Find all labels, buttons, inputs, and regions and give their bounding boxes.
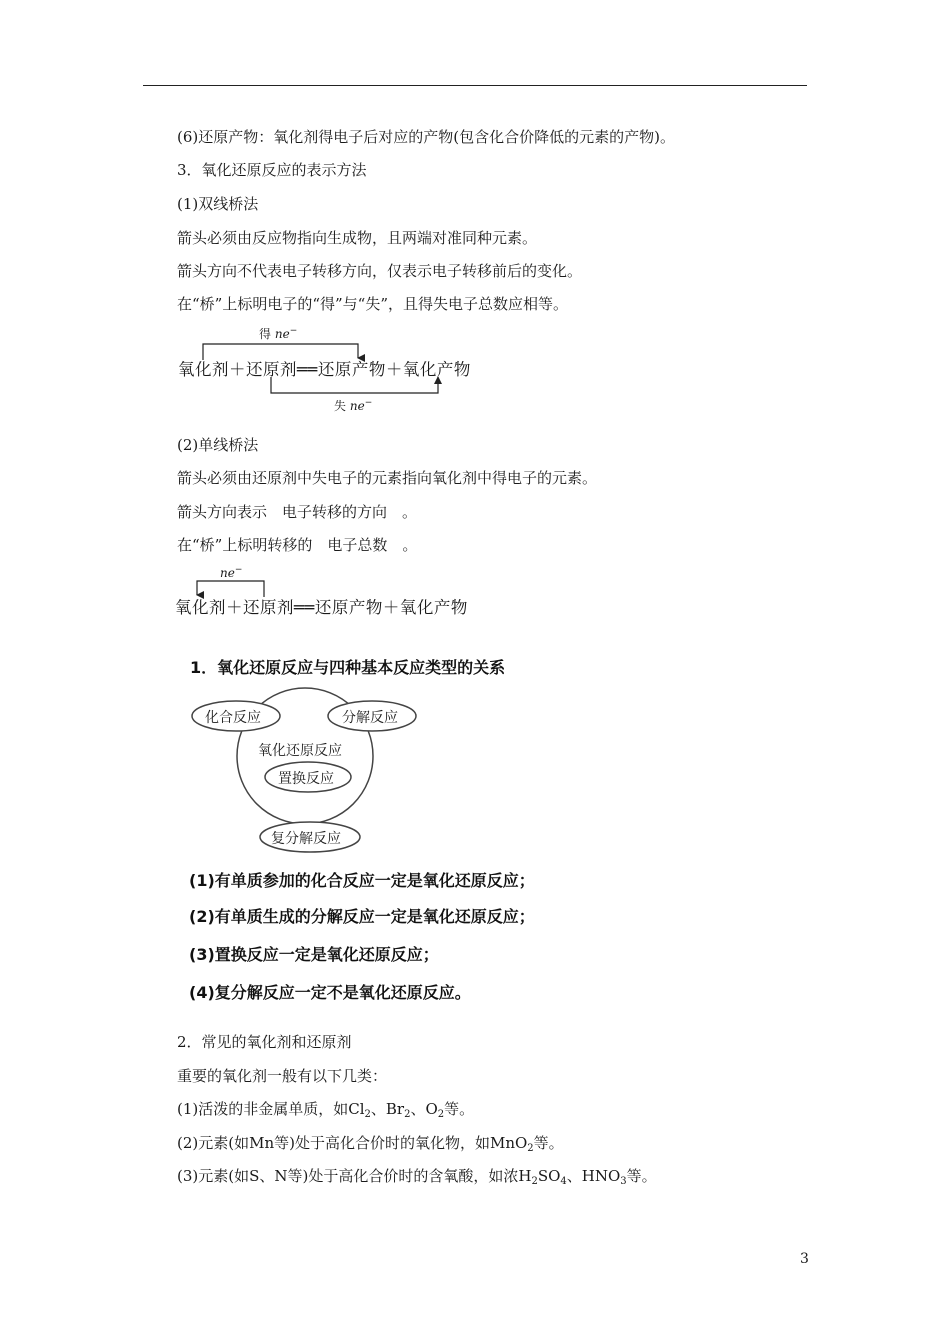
paragraph-single-bridge-rule-1: 箭头必须由还原剂中失电子的元素指向氧化剂中得电子的元素。 — [177, 469, 598, 487]
venn-decomposition-reaction: 分解反应 — [342, 710, 398, 726]
lose-electrons-label: 失 ne− — [334, 398, 373, 413]
double-bridge-equation: 氧化剂＋还原剂══还原产物＋氧化产物 — [178, 360, 471, 379]
paragraph-double-bridge-rule-3: 在“桥”上标明电子的“得”与“失”，且得失电子总数应相等。 — [177, 295, 569, 313]
paragraph-oxidants-intro: 重要的氧化剂一般有以下几类： — [177, 1067, 388, 1085]
relation-point-3: (3)置换反应一定是氧化还原反应； — [189, 945, 439, 964]
paragraph-double-bridge-rule-2: 箭头方向不代表电子转移方向，仅表示电子转移前后的变化。 — [177, 262, 583, 280]
paragraph-single-bridge-rule-2: 箭头方向表示 电子转移的方向 。 — [177, 503, 418, 521]
oxidant-item-3: (3)元素(如S、N等)处于高化合价时的含氧酸，如浓$H_2SO_4$、$HNO_3$等。 — [177, 1167, 657, 1187]
transferred-electrons-label: ne− — [220, 565, 243, 580]
oxidant-item-2: (2)元素(如Mn等)处于高化合价时的氧化物，如MnO$_2$等。 — [177, 1134, 564, 1154]
section-heading-agents: 2．常见的氧化剂和还原剂 — [177, 1033, 352, 1051]
subheading-double-bridge: (1)双线桥法 — [177, 195, 259, 213]
oxidant-item-1: (1)活泼的非金属单质，如$Cl_2$、$Br_2$、$O_2$等。 — [177, 1100, 475, 1120]
relation-heading: 1．氧化还原反应与四种基本反应类型的关系 — [190, 658, 506, 677]
paragraph-single-bridge-rule-3: 在“桥”上标明转移的 电子总数 。 — [177, 536, 418, 554]
venn-double-decomposition-reaction: 复分解反应 — [271, 831, 341, 847]
subheading-single-bridge: (2)单线桥法 — [177, 436, 259, 454]
gain-electrons-label: 得 ne− — [259, 326, 298, 341]
page-number: 3 — [800, 1251, 809, 1267]
section-heading-representation: 3．氧化还原反应的表示方法 — [177, 161, 367, 179]
paragraph-double-bridge-rule-1: 箭头必须由反应物指向生成物，且两端对准同种元素。 — [177, 229, 538, 247]
relation-point-1: (1)有单质参加的化合反应一定是氧化还原反应； — [189, 871, 535, 890]
relation-point-2: (2)有单质生成的分解反应一定是氧化还原反应； — [189, 907, 535, 926]
venn-redox-reaction: 氧化还原反应 — [258, 743, 342, 759]
venn-displacement-reaction: 置换反应 — [278, 771, 334, 787]
venn-combination-reaction: 化合反应 — [205, 710, 261, 726]
paragraph-reduction-product: (6)还原产物：氧化剂得电子后对应的产物(包含化合价降低的元素的产物)。 — [177, 128, 675, 146]
relation-point-4: (4)复分解反应一定不是氧化还原反应。 — [189, 983, 471, 1002]
single-bridge-equation: 氧化剂＋还原剂══还原产物＋氧化产物 — [175, 598, 468, 617]
